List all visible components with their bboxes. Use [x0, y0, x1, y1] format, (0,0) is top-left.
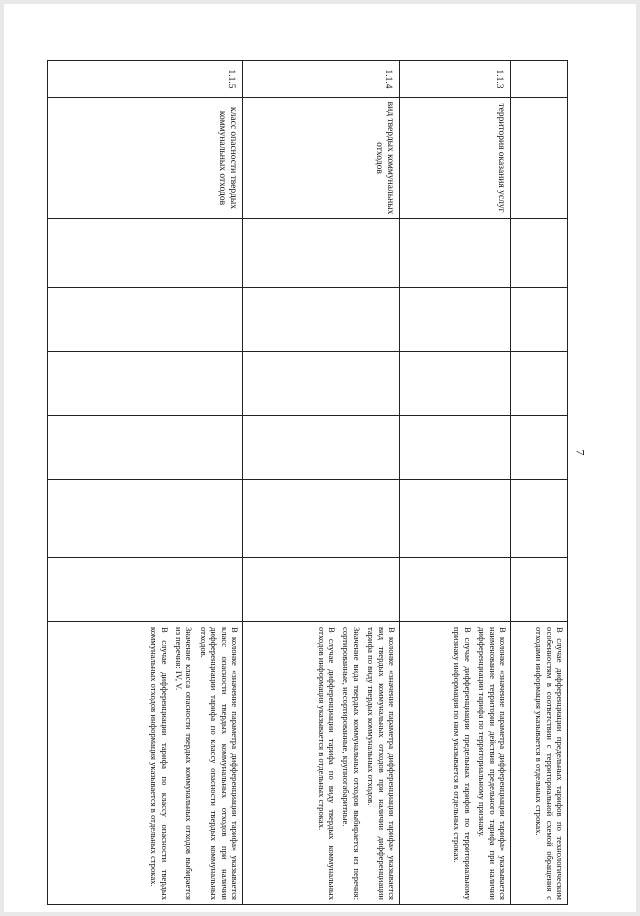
description-paragraph: Значение класса опасности твердых коммунальных отходов выбирается из перечня: IV, V.	[173, 627, 195, 900]
row-number-cell	[511, 61, 568, 98]
description-cell	[400, 622, 511, 905]
empty-cell	[511, 352, 568, 416]
description-cell	[48, 622, 243, 905]
empty-cell	[400, 558, 511, 622]
description-paragraph: В колонке «значение параметра дифференциации тарифа» указывается наименование территории действия предельного тарифа при наличии дифференциации тарифа по территориальному признаку.	[477, 627, 508, 900]
table-row	[243, 61, 400, 905]
empty-cell	[243, 416, 400, 480]
parameter-table	[47, 60, 568, 905]
description-paragraph: В случае дифференциации предельных тарифов по территориальному признаку информация по ним указывается в отдельных строках.	[452, 627, 473, 900]
empty-cell	[243, 558, 400, 622]
description-paragraph: В случае дифференциации тарифа по виду твердых коммунальных отходов информация указывается в отдельных строках.	[316, 627, 337, 900]
empty-cell	[48, 480, 243, 558]
empty-cell	[48, 558, 243, 622]
description-paragraph: В случае дифференциации предельных тарифов по технологическим особенностям в соответствии с территориальной схемой обращения с отходами информация указывается в отдельных строках.	[534, 627, 565, 900]
description-cell	[243, 622, 400, 905]
table-row	[400, 61, 511, 905]
empty-cell	[511, 480, 568, 558]
empty-cell	[400, 352, 511, 416]
parameter-name-cell: вид твердых коммунальных отходов	[243, 98, 400, 219]
empty-cell	[511, 288, 568, 352]
empty-cell	[511, 558, 568, 622]
description-cell	[511, 622, 568, 905]
parameter-name-cell: территория оказания услуг	[400, 98, 511, 219]
empty-cell	[243, 288, 400, 352]
description-paragraph: В колонке «значение параметра дифференциации тарифа» указывается вид твердых коммунальных отходов при наличии дифференциации тарифа по виду твердых коммунальных отходов.	[366, 627, 397, 900]
empty-cell	[48, 288, 243, 352]
empty-cell	[48, 219, 243, 288]
empty-cell	[511, 416, 568, 480]
row-number-cell: 1.1.5	[48, 61, 243, 98]
row-number-cell: 1.1.3	[400, 61, 511, 98]
table-row	[511, 61, 568, 905]
empty-cell	[243, 352, 400, 416]
empty-cell	[400, 288, 511, 352]
row-number-cell: 1.1.4	[243, 61, 400, 98]
empty-cell	[400, 416, 511, 480]
empty-cell	[243, 480, 400, 558]
document-page	[4, 4, 636, 912]
table-row	[48, 61, 243, 905]
empty-cell	[511, 219, 568, 288]
parameter-name-cell: класс опасности твердых коммунальных отходов	[48, 98, 243, 219]
parameter-name-cell	[511, 98, 568, 219]
empty-cell	[243, 219, 400, 288]
empty-cell	[48, 352, 243, 416]
empty-cell	[400, 219, 511, 288]
description-paragraph: В колонке «значение параметра дифференциации тарифа» указывается класс опасности твердых коммунальных отходов при наличии дифференциации тарифа по классу опасности твердых коммунальных отходов.	[198, 627, 240, 900]
description-paragraph: Значение вида твердых коммунальных отходов выбирается из перечня: сортированные, несортированные, крупногабаритные.	[341, 627, 362, 900]
empty-cell	[400, 480, 511, 558]
description-paragraph: В случае дифференциации тарифа по классу опасности твердых коммунальных отходов информация указывается в отдельных строках.	[149, 627, 170, 900]
page-number: 7	[573, 449, 588, 456]
empty-cell	[48, 416, 243, 480]
